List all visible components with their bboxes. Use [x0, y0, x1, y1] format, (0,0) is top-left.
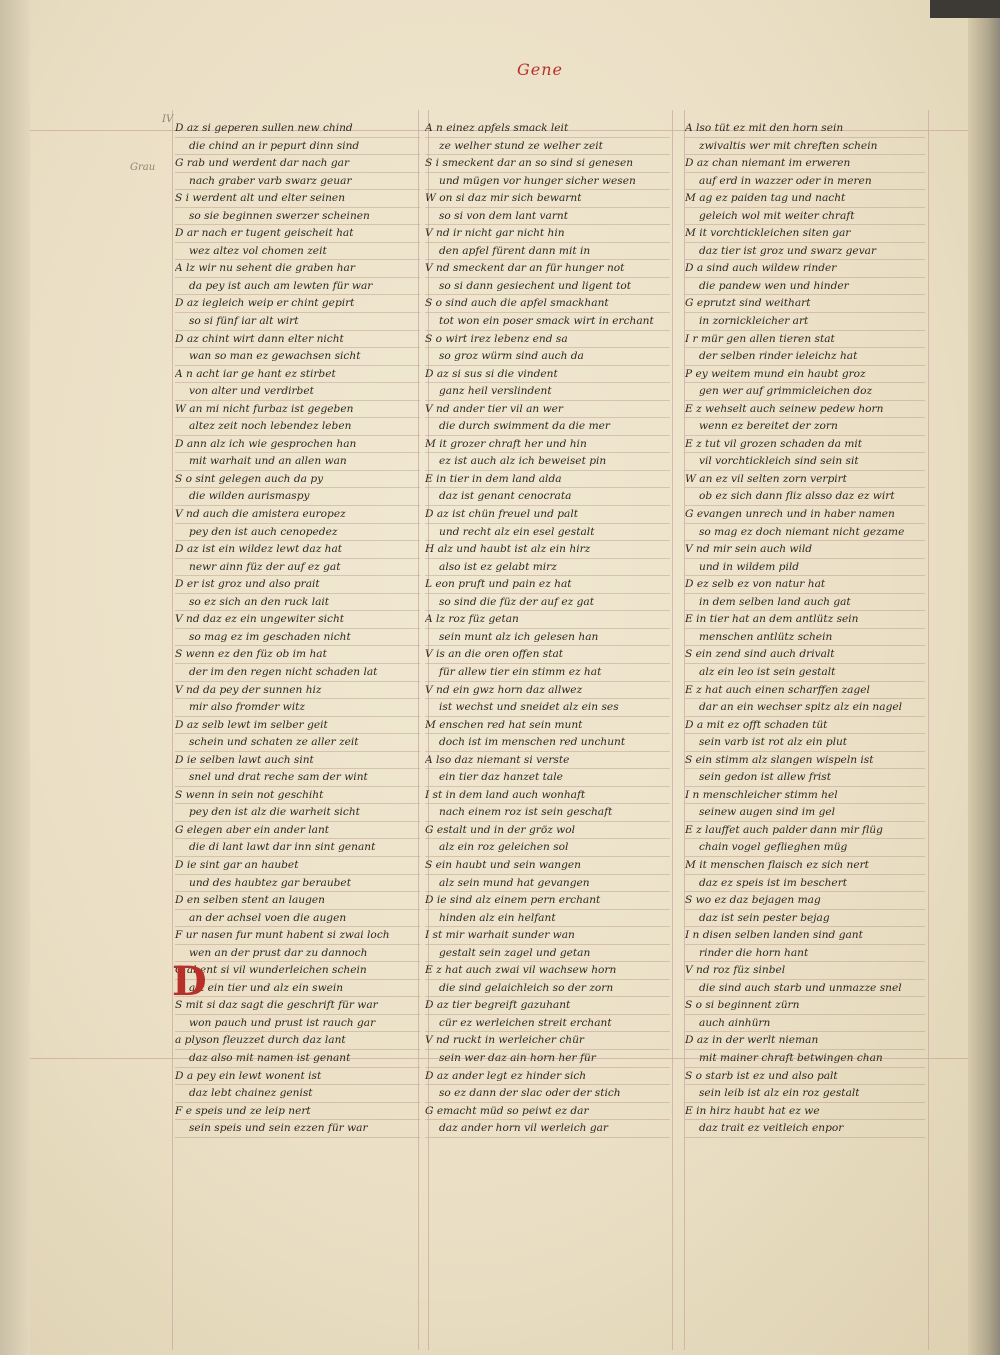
verse-line: pey den ist auch cenopedez: [175, 524, 420, 542]
verse-line: G evangen unrech und in haber namen: [685, 506, 925, 524]
verse-line: D az ander legt ez hinder sich: [425, 1068, 670, 1086]
verse-line: D ez selb ez von natur hat: [685, 576, 925, 594]
verse-line: D er ist groz und also prait: [175, 576, 420, 594]
folio-mark: IV: [162, 114, 174, 125]
ruling-line: [672, 110, 673, 1350]
verse-line: V is an die oren offen stat: [425, 646, 670, 664]
verse-line: M it grozer chraft her und hin: [425, 436, 670, 454]
verse-line: H alz und haubt ist alz ein hirz: [425, 541, 670, 559]
verse-line: F e speis und ze leip nert: [175, 1103, 420, 1121]
verse-line: E z hat auch zwai vil wachsew horn: [425, 962, 670, 980]
verse-line: P ey weitem mund ein haubt groz: [685, 366, 925, 384]
verse-line: I n menschleicher stimm hel: [685, 787, 925, 805]
verse-line: S i werdent alt und elter seinen: [175, 190, 420, 208]
verse-line: daz ist sein pester bejag: [685, 910, 925, 928]
verse-line: E in tier hat an dem antlütz sein: [685, 611, 925, 629]
verse-line: D a sind auch wildew rinder: [685, 260, 925, 278]
verse-line: S wenn in sein not geschiht: [175, 787, 420, 805]
verse-line: won pauch und prust ist rauch gar: [175, 1015, 420, 1033]
verse-line: D az chint wirt dann elter nicht: [175, 331, 420, 349]
verse-line: und des haubtez gar beraubet: [175, 875, 420, 893]
scan-edge-top: [930, 0, 1000, 18]
verse-line: menschen antlütz schein: [685, 629, 925, 647]
verse-line: I r mür gen allen tieren stat: [685, 331, 925, 349]
verse-line: V nd da pey der sunnen hiz: [175, 682, 420, 700]
verse-line: mit mainer chraft betwingen chan: [685, 1050, 925, 1068]
verse-line: sein varb ist rot alz ein plut: [685, 734, 925, 752]
verse-line: pey den ist alz die warheit sicht: [175, 804, 420, 822]
verse-line: M ag ez paiden tag und nacht: [685, 190, 925, 208]
verse-line: mir also fromder witz: [175, 699, 420, 717]
verse-line: cür ez werleichen streit erchant: [425, 1015, 670, 1033]
verse-line: V nd roz füz sinbel: [685, 962, 925, 980]
verse-line: D a pey ein lewt wonent ist: [175, 1068, 420, 1086]
verse-line: E z hat auch einen scharffen zagel: [685, 682, 925, 700]
text-column-1: [175, 120, 420, 1138]
verse-line: S ein haubt und sein wangen: [425, 857, 670, 875]
text-column-2: [425, 120, 670, 1138]
verse-line: sein speis und sein ezzen für war: [175, 1120, 420, 1138]
verse-line: A lso daz niemant si verste: [425, 752, 670, 770]
verse-line: so sie beginnen swerzer scheinen: [175, 208, 420, 226]
verse-line: daz ist genant cenocrata: [425, 488, 670, 506]
verse-line: newr ainn füz der auf ez gat: [175, 559, 420, 577]
verse-line: den apfel fürent dann mit in: [425, 243, 670, 261]
verse-line: und in wildem pild: [685, 559, 925, 577]
scan-edge-right: [968, 0, 1000, 1355]
verse-line: die sind gelaichleich so der zorn: [425, 980, 670, 998]
running-head: Gene: [516, 60, 564, 79]
verse-line: G abent si vil wunderleichen schein: [175, 962, 420, 980]
verse-line: so mag ez doch niemant nicht gezame: [685, 524, 925, 542]
verse-line: wenn ez bereitet der zorn: [685, 418, 925, 436]
verse-line: so sind die füz der auf ez gat: [425, 594, 670, 612]
verse-line: gestalt sein zagel und getan: [425, 945, 670, 963]
verse-line: geleich wol mit weiter chraft: [685, 208, 925, 226]
verse-line: D az si sus si die vindent: [425, 366, 670, 384]
verse-line: ist wechst und sneidet alz ein ses: [425, 699, 670, 717]
verse-line: G eprutzt sind weithart: [685, 295, 925, 313]
verse-line: die pandew wen und hinder: [685, 278, 925, 296]
verse-line: an der achsel voen die augen: [175, 910, 420, 928]
verse-line: also ist ez gelabt mirz: [425, 559, 670, 577]
verse-line: V nd auch die amistera europez: [175, 506, 420, 524]
verse-line: V nd ein gwz horn daz allwez: [425, 682, 670, 700]
verse-line: A n einez apfels smack leit: [425, 120, 670, 138]
verse-line: A lso tüt ez mit den horn sein: [685, 120, 925, 138]
verse-line: doch ist im menschen red unchunt: [425, 734, 670, 752]
verse-line: S o starb ist ez und also palt: [685, 1068, 925, 1086]
verse-line: zwivaltis wer mit chreften schein: [685, 138, 925, 156]
verse-line: daz lebt chainez genist: [175, 1085, 420, 1103]
verse-line: D az chan niemant im erweren: [685, 155, 925, 173]
verse-line: von alter und verdirbet: [175, 383, 420, 401]
verse-line: und mügen vor hunger sicher wesen: [425, 173, 670, 191]
decorated-initial: D: [172, 958, 207, 1005]
verse-line: D en selben stent an laugen: [175, 892, 420, 910]
verse-line: E in hirz haubt hat ez we: [685, 1103, 925, 1121]
verse-line: nach einem roz ist sein geschaft: [425, 804, 670, 822]
verse-line: V nd ander tier vil an wer: [425, 401, 670, 419]
verse-line: tot won ein poser smack wirt in erchant: [425, 313, 670, 331]
verse-line: rinder die horn hant: [685, 945, 925, 963]
verse-line: D ar nach er tugent geischeit hat: [175, 225, 420, 243]
verse-line: D az iegleich weip er chint gepirt: [175, 295, 420, 313]
verse-line: ein tier daz hanzet tale: [425, 769, 670, 787]
verse-line: so si von dem lant varnt: [425, 208, 670, 226]
verse-line: I st in dem land auch wonhaft: [425, 787, 670, 805]
verse-line: D az tier begreift gazuhant: [425, 997, 670, 1015]
verse-line: D az ist chün freuel und palt: [425, 506, 670, 524]
verse-line: daz ez speis ist im beschert: [685, 875, 925, 893]
verse-line: daz ander horn vil werleich gar: [425, 1120, 670, 1138]
ruling-line: [928, 110, 929, 1350]
verse-line: dar an ein wechser spitz alz ein nagel: [685, 699, 925, 717]
verse-line: M enschen red hat sein munt: [425, 717, 670, 735]
verse-line: alz ein leo ist sein gestalt: [685, 664, 925, 682]
verse-line: S o sint gelegen auch da py: [175, 471, 420, 489]
verse-line: alz ein tier und alz ein swein: [175, 980, 420, 998]
verse-line: die wilden aurismaspy: [175, 488, 420, 506]
verse-line: in zornickleicher art: [685, 313, 925, 331]
text-column-3: [685, 120, 925, 1138]
verse-line: hinden alz ein helfant: [425, 910, 670, 928]
verse-line: gen wer auf grimmicleichen doz: [685, 383, 925, 401]
verse-line: alz ein roz geleichen sol: [425, 839, 670, 857]
margin-note: Grau: [130, 162, 156, 173]
verse-line: die durch swimment da die mer: [425, 418, 670, 436]
verse-line: in dem selben land auch gat: [685, 594, 925, 612]
verse-line: D a mit ez offt schaden tüt: [685, 717, 925, 735]
verse-line: der selben rinder ieleichz hat: [685, 348, 925, 366]
verse-line: a plyson fleuzzet durch daz lant: [175, 1032, 420, 1050]
verse-line: D az ist ein wildez lewt daz hat: [175, 541, 420, 559]
verse-line: V nd daz ez ein ungewiter sicht: [175, 611, 420, 629]
verse-line: wez altez vol chomen zeit: [175, 243, 420, 261]
verse-line: so si dann gesiechent und ligent tot: [425, 278, 670, 296]
verse-line: G estalt und in der gröz wol: [425, 822, 670, 840]
verse-line: so ez sich an den ruck lait: [175, 594, 420, 612]
verse-line: auch ainhürn: [685, 1015, 925, 1033]
verse-line: V nd smeckent dar an für hunger not: [425, 260, 670, 278]
verse-line: schein und schaten ze aller zeit: [175, 734, 420, 752]
verse-line: V nd ruckt in werleicher chür: [425, 1032, 670, 1050]
verse-line: S o wirt irez lebenz end sa: [425, 331, 670, 349]
verse-line: mit warhait und an allen wan: [175, 453, 420, 471]
verse-line: A lz roz füz getan: [425, 611, 670, 629]
verse-line: S wenn ez den füz ob im hat: [175, 646, 420, 664]
verse-line: wen an der prust dar zu dannoch: [175, 945, 420, 963]
verse-line: alz sein mund hat gevangen: [425, 875, 670, 893]
verse-line: wan so man ez gewachsen sicht: [175, 348, 420, 366]
verse-line: so mag ez im geschaden nicht: [175, 629, 420, 647]
verse-line: altez zeit noch lebendez leben: [175, 418, 420, 436]
verse-line: G elegen aber ein ander lant: [175, 822, 420, 840]
verse-line: E z tut vil grozen schaden da mit: [685, 436, 925, 454]
verse-line: der im den regen nicht schaden lat: [175, 664, 420, 682]
verse-line: F ur nasen fur munt habent si zwai loch: [175, 927, 420, 945]
ruling-line: [172, 110, 173, 1350]
verse-line: nach graber varb swarz geuar: [175, 173, 420, 191]
verse-line: V nd mir sein auch wild: [685, 541, 925, 559]
verse-line: G rab und werdent dar nach gar: [175, 155, 420, 173]
verse-line: S i smeckent dar an so sind si genesen: [425, 155, 670, 173]
verse-line: die chind an ir pepurt dinn sind: [175, 138, 420, 156]
verse-line: W an mi nicht furbaz ist gegeben: [175, 401, 420, 419]
verse-line: D az si geperen sullen new chind: [175, 120, 420, 138]
verse-line: für allew tier ein stimm ez hat: [425, 664, 670, 682]
verse-line: E z lauffet auch palder dann mir flüg: [685, 822, 925, 840]
verse-line: daz also mit namen ist genant: [175, 1050, 420, 1068]
verse-line: und recht alz ein esel gestalt: [425, 524, 670, 542]
verse-line: W on si daz mir sich bewarnt: [425, 190, 670, 208]
verse-line: sein wer daz ain horn her für: [425, 1050, 670, 1068]
verse-line: D ie sind alz einem pern erchant: [425, 892, 670, 910]
verse-line: A n acht iar ge hant ez stirbet: [175, 366, 420, 384]
verse-line: sein munt alz ich gelesen han: [425, 629, 670, 647]
verse-line: I n disen selben landen sind gant: [685, 927, 925, 945]
verse-line: so si fünf iar alt wirt: [175, 313, 420, 331]
verse-line: ez ist auch alz ich beweiset pin: [425, 453, 670, 471]
verse-line: daz tier ist groz und swarz gevar: [685, 243, 925, 261]
verse-line: M it menschen flaisch ez sich nert: [685, 857, 925, 875]
verse-line: vil vorchtickleich sind sein sit: [685, 453, 925, 471]
verse-line: S ein zend sind auch drivalt: [685, 646, 925, 664]
verse-line: sein gedon ist allew frist: [685, 769, 925, 787]
verse-line: da pey ist auch am lewten für war: [175, 278, 420, 296]
verse-line: E z wehselt auch seinew pedew horn: [685, 401, 925, 419]
verse-line: D az in der werlt nieman: [685, 1032, 925, 1050]
verse-line: S mit si daz sagt die geschrift für war: [175, 997, 420, 1015]
scan-edge-left: [0, 0, 30, 1355]
verse-line: auf erd in wazzer oder in meren: [685, 173, 925, 191]
verse-line: I st mir warhait sunder wan: [425, 927, 670, 945]
verse-line: daz trait ez veitleich enpor: [685, 1120, 925, 1138]
verse-line: so groz würm sind auch da: [425, 348, 670, 366]
verse-line: chain vogel geflieghen müg: [685, 839, 925, 857]
verse-line: so ez dann der slac oder der stich: [425, 1085, 670, 1103]
verse-line: V nd ir nicht gar nicht hin: [425, 225, 670, 243]
verse-line: seinew augen sind im gel: [685, 804, 925, 822]
verse-line: ze welher stund ze welher zeit: [425, 138, 670, 156]
verse-line: ganz heil verslindent: [425, 383, 670, 401]
verse-line: ob ez sich dann fliz alsso daz ez wirt: [685, 488, 925, 506]
verse-line: W an ez vil selten zorn verpirt: [685, 471, 925, 489]
verse-line: S ein stimm alz slangen wispeln ist: [685, 752, 925, 770]
verse-line: L eon pruft und pain ez hat: [425, 576, 670, 594]
verse-line: S o sind auch die apfel smackhant: [425, 295, 670, 313]
verse-line: S o si beginnent zürn: [685, 997, 925, 1015]
verse-line: D ie selben lawt auch sint: [175, 752, 420, 770]
verse-line: M it vorchtickleichen siten gar: [685, 225, 925, 243]
verse-line: D ann alz ich wie gesprochen han: [175, 436, 420, 454]
verse-line: die di lant lawt dar inn sint genant: [175, 839, 420, 857]
verse-line: snel und drat reche sam der wint: [175, 769, 420, 787]
verse-line: E in tier in dem land alda: [425, 471, 670, 489]
verse-line: sein leib ist alz ein roz gestalt: [685, 1085, 925, 1103]
verse-line: D ie sint gar an haubet: [175, 857, 420, 875]
verse-line: die sind auch starb und unmazze snel: [685, 980, 925, 998]
verse-line: S wo ez daz bejagen mag: [685, 892, 925, 910]
verse-line: A lz wir nu sehent die graben har: [175, 260, 420, 278]
verse-line: G emacht müd so peiwt ez dar: [425, 1103, 670, 1121]
verse-line: D az selb lewt im selber geit: [175, 717, 420, 735]
